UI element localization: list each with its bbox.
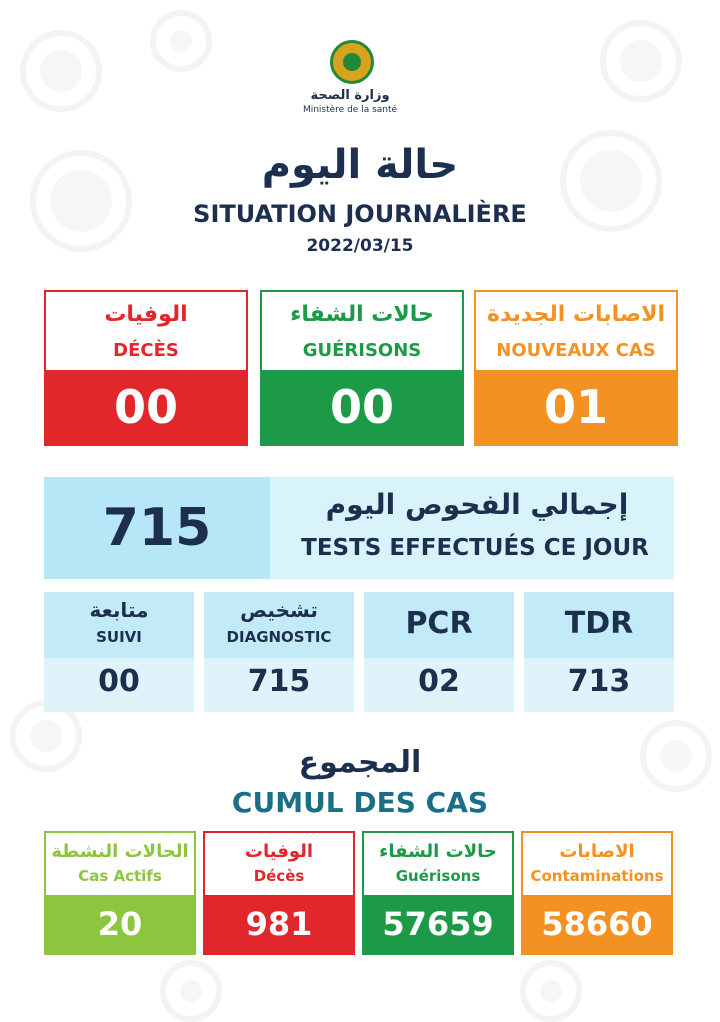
tests-label-french: TESTS EFFECTUÉS CE JOUR [301, 535, 649, 561]
tests-tdr-value: 713 [567, 664, 631, 699]
tests-diagnostic-card [204, 592, 354, 712]
cumulative-recoveries-label-french: Guérisons [395, 867, 481, 885]
ministry-seal-icon [330, 40, 374, 84]
daily-new-cases-card [474, 290, 678, 446]
tests-suivi-label-french: SUIVI [96, 628, 142, 646]
cumulative-contaminations-label-french: Contaminations [530, 867, 664, 885]
virus-background-icon [600, 20, 682, 102]
tests-diagnostic-label-french: DIAGNOSTIC [226, 628, 332, 646]
virus-background-icon [160, 960, 222, 1022]
cumulative-recoveries-label-arabic: حالات الشفاء [379, 841, 497, 862]
tests-label-arabic: إجمالي الفحوص اليوم [325, 488, 629, 521]
virus-background-icon [150, 10, 212, 72]
virus-background-icon [20, 30, 102, 112]
daily-recoveries-card [260, 290, 464, 446]
tests-pcr-value: 02 [418, 664, 460, 699]
daily-new-cases-label-arabic: الاصابات الجديدة [486, 302, 666, 327]
cumulative-active-label-french: Cas Actifs [78, 867, 162, 885]
cumulative-recoveries-value: 57659 [364, 895, 512, 953]
daily-new-cases-label-french: NOUVEAUX CAS [496, 340, 656, 361]
tests-pcr-label: PCR [405, 606, 473, 641]
daily-recoveries-label-arabic: حالات الشفاء [290, 302, 434, 327]
tests-suivi-label-arabic: متابعة [89, 598, 149, 622]
tests-suivi-card [44, 592, 194, 712]
daily-deaths-value: 00 [46, 370, 246, 444]
tests-diagnostic-value: 715 [247, 664, 311, 699]
cumulative-title-french: CUMUL DES CAS [231, 786, 489, 819]
cumulative-deaths-card [203, 831, 355, 955]
ministry-name-french: Ministère de la santé [302, 105, 398, 115]
tests-tdr-label: TDR [564, 606, 634, 641]
daily-new-cases-value: 01 [476, 370, 676, 444]
daily-recoveries-label-french: GUÉRISONS [302, 340, 422, 361]
cumulative-contaminations-card [521, 831, 673, 955]
cumulative-recoveries-card [362, 831, 514, 955]
cumulative-deaths-label-french: Décès [253, 867, 305, 885]
page-title-arabic: حالة اليوم [261, 142, 459, 188]
cumulative-deaths-label-arabic: الوفيات [244, 841, 314, 862]
daily-deaths-label-french: DÉCÈS [113, 340, 179, 361]
report-date: 2022/03/15 [306, 236, 414, 256]
daily-deaths-label-arabic: الوفيات [104, 302, 188, 327]
cumulative-contaminations-label-arabic: الاصابات [559, 841, 635, 862]
tests-diagnostic-label-arabic: تشخيص [240, 598, 318, 622]
virus-background-icon [520, 960, 582, 1022]
cumulative-deaths-value: 981 [205, 895, 353, 953]
cumulative-title-arabic: المجموع [298, 745, 422, 780]
cumulative-active-card [44, 831, 196, 955]
daily-recoveries-value: 00 [262, 370, 462, 444]
ministry-name-arabic: وزارة الصحة [310, 88, 390, 103]
page-title-french: SITUATION JOURNALIÈRE [193, 200, 527, 228]
cumulative-active-value: 20 [46, 895, 194, 953]
cumulative-active-label-arabic: الحالات النشطة [51, 841, 189, 862]
tests-suivi-value: 00 [98, 664, 140, 699]
cumulative-contaminations-value: 58660 [523, 895, 671, 953]
tests-pcr-card [364, 592, 514, 712]
daily-deaths-card [44, 290, 248, 446]
tests-tdr-card [524, 592, 674, 712]
tests-total-value: 715 [102, 498, 212, 558]
